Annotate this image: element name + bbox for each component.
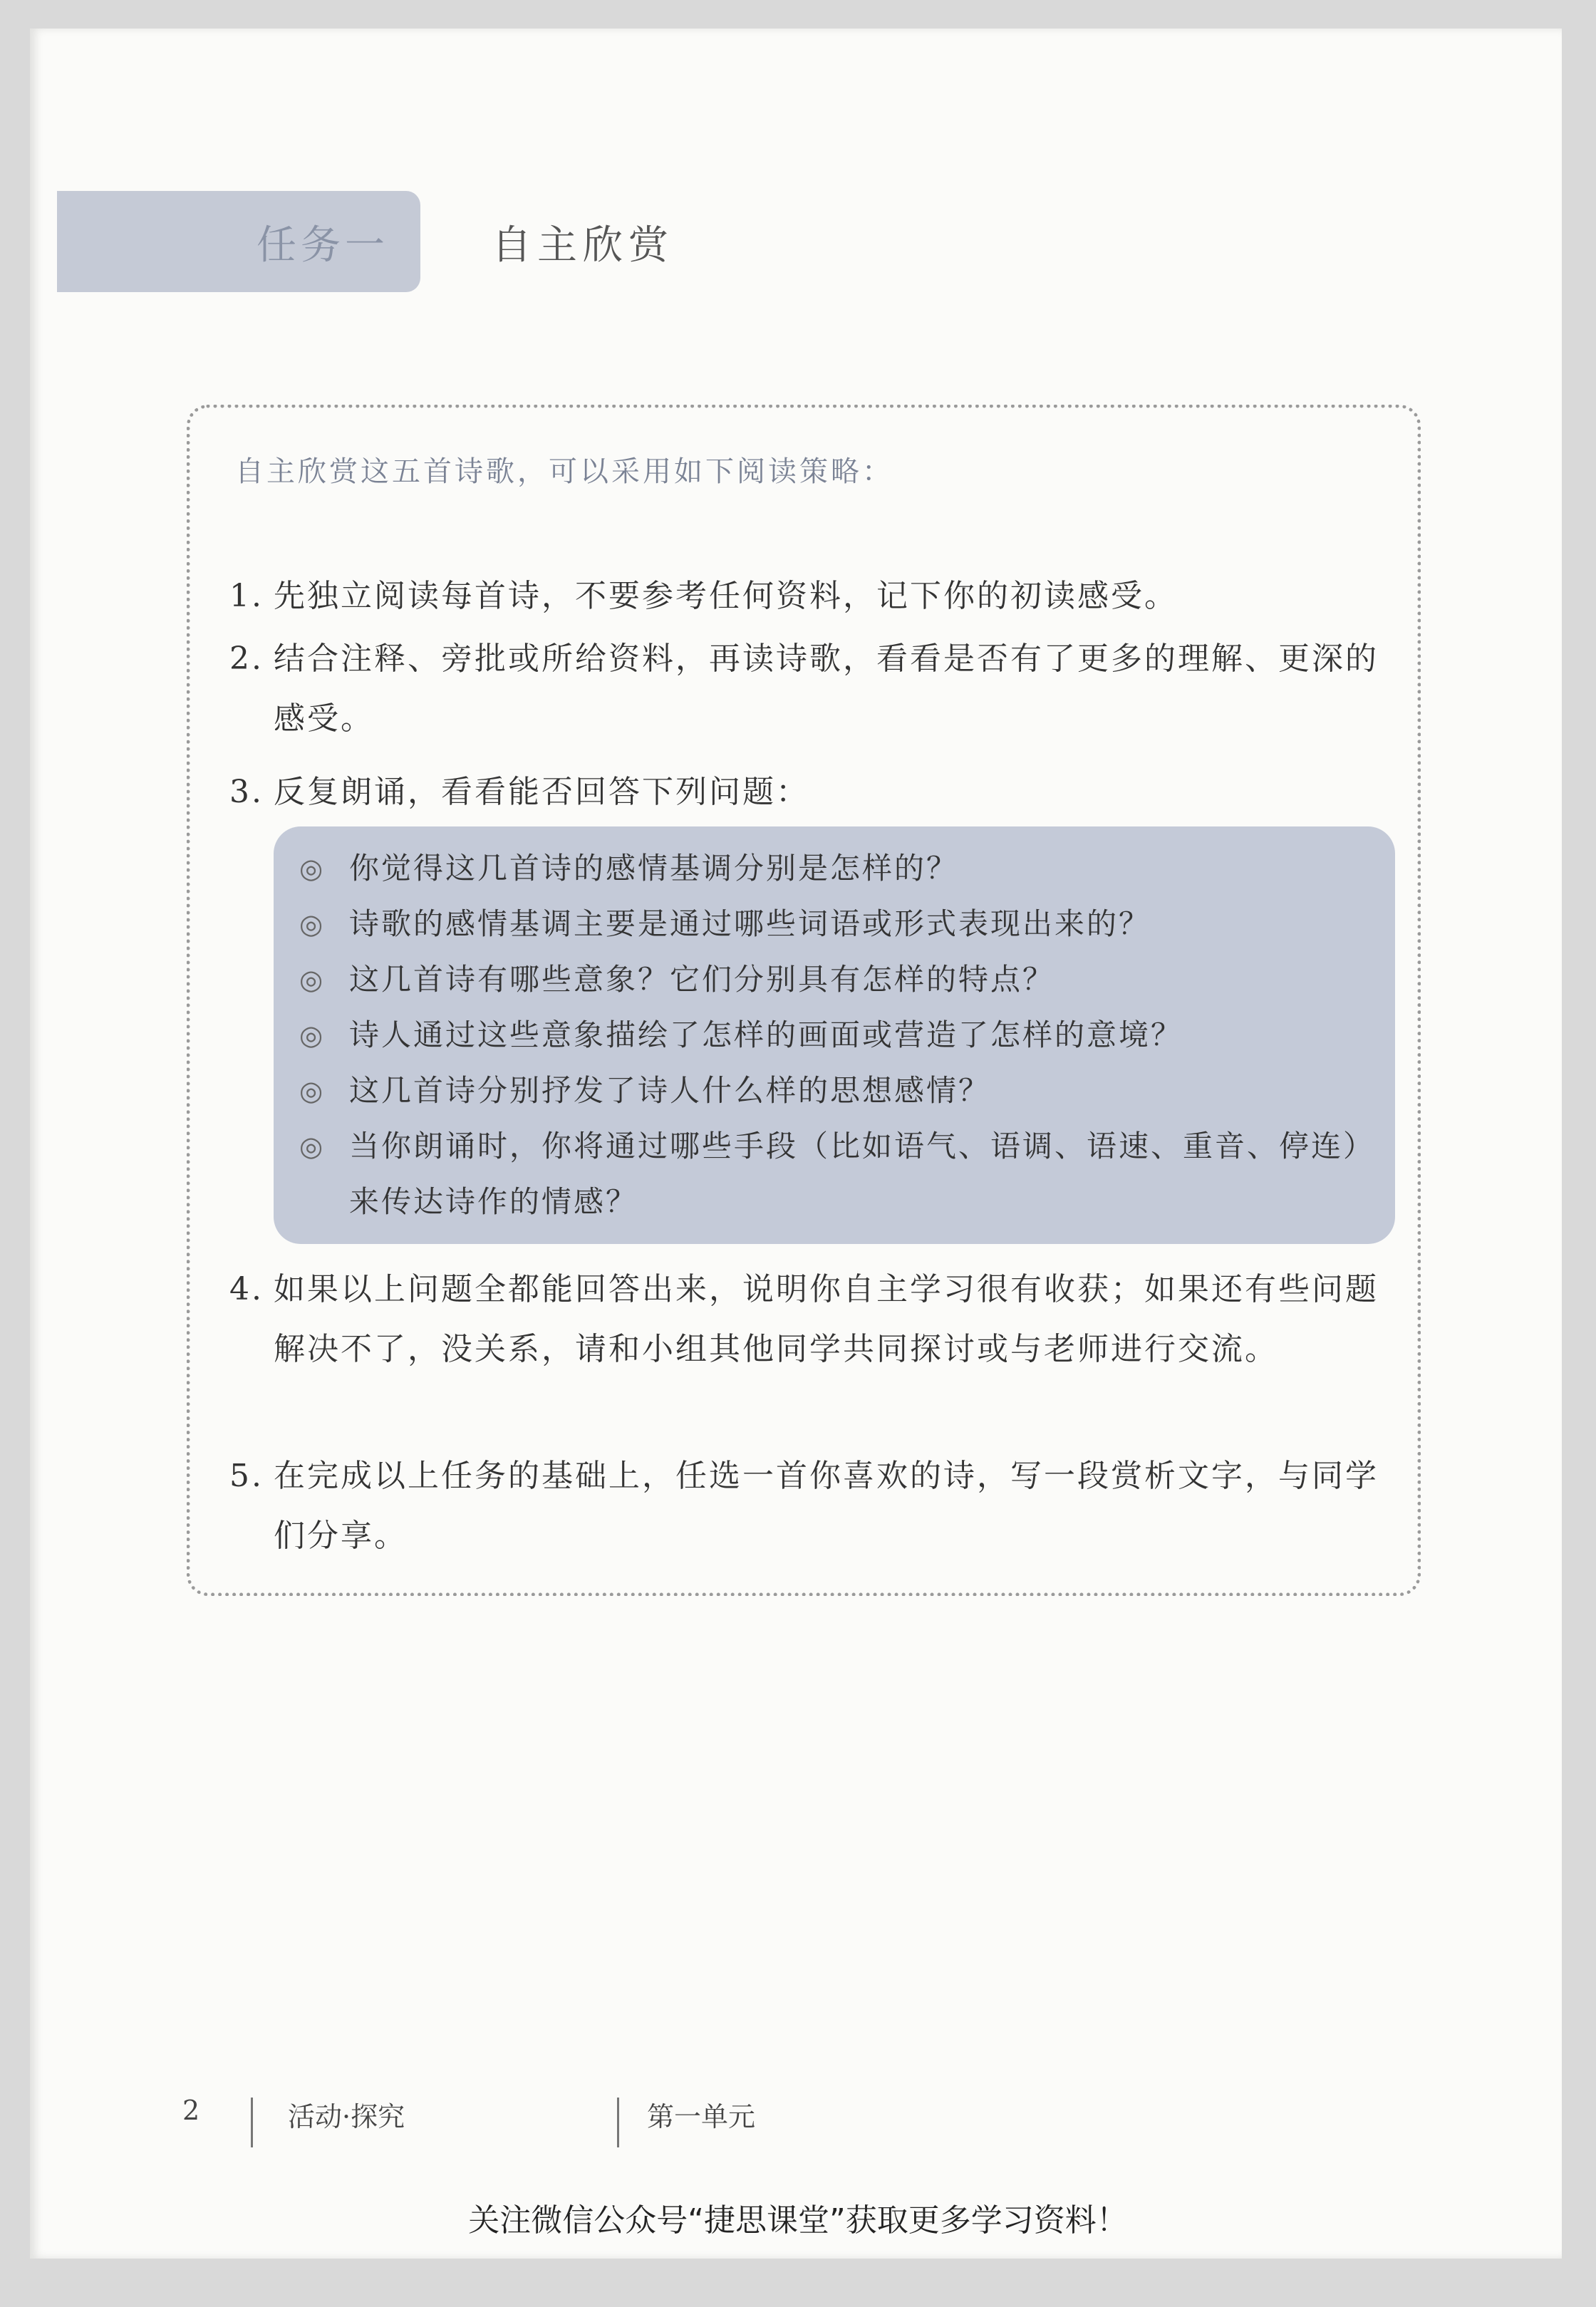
item-text: 在完成以上任务的基础上，任选一首你喜欢的诗，写一段赏析文字，与同学们分享。 <box>274 1458 1379 1554</box>
question-text: 你觉得这几首诗的感情基调分别是怎样的？ <box>349 851 959 886</box>
question-text: 这几首诗有哪些意象？它们分别具有怎样的特点？ <box>349 962 1055 997</box>
item-number: 1. <box>229 578 264 614</box>
bullet-icon: ◎ <box>299 1131 326 1162</box>
item-text: 先独立阅读每首诗，不要参考任何资料，记下你的初读感受。 <box>274 578 1178 614</box>
item-number: 5. <box>229 1458 264 1494</box>
item-text: 如果以上问题全都能回答出来，说明你自主学习很有收获；如果还有些问题解决不了，没关系，请和小组其他同学共同探讨或与老师进行交流。 <box>274 1271 1379 1367</box>
question-text: 诗歌的感情基调主要是通过哪些词语或形式表现出来的？ <box>349 906 1151 941</box>
bullet-icon: ◎ <box>299 964 326 995</box>
item-text: 反复朗诵，看看能否回答下列问题： <box>274 774 809 810</box>
task-title: 自主欣赏 <box>492 222 674 269</box>
bullet-icon: ◎ <box>299 1075 326 1106</box>
bullet-icon: ◎ <box>299 853 326 884</box>
question-text: 这几首诗分别抒发了诗人什么样的思想感情？ <box>349 1073 991 1108</box>
footer-unit: 第一单元 <box>647 2101 756 2132</box>
bullet-icon: ◎ <box>299 1020 326 1051</box>
question-text: 当你朗诵时，你将通过哪些手段（比如语气、语调、语速、重音、停连）来传达诗作的情感？ <box>349 1129 1376 1219</box>
item-text: 结合注释、旁批或所给资料，再读诗歌，看看是否有了更多的理解、更深的感受。 <box>274 641 1379 737</box>
intro-text: 自主欣赏这五首诗歌，可以采用如下阅读策略： <box>235 455 893 488</box>
item-number: 4. <box>229 1271 264 1307</box>
bullet-icon: ◎ <box>299 908 326 940</box>
footer-divider <box>251 2098 253 2147</box>
footer-divider <box>617 2098 619 2147</box>
item-number: 2. <box>229 641 264 677</box>
page-number: 2 <box>182 2095 200 2126</box>
promo-notice: 关注微信公众号“捷思课堂”获取更多学习资料！ <box>468 2202 1128 2239</box>
footer-section: 活动·探究 <box>288 2101 405 2132</box>
task-label: 任务一 <box>256 222 389 269</box>
questions-box <box>274 826 1395 1244</box>
question-text: 诗人通过这些意象描绘了怎样的画面或营造了怎样的意境？ <box>349 1017 1183 1052</box>
item-number: 3. <box>229 774 264 810</box>
